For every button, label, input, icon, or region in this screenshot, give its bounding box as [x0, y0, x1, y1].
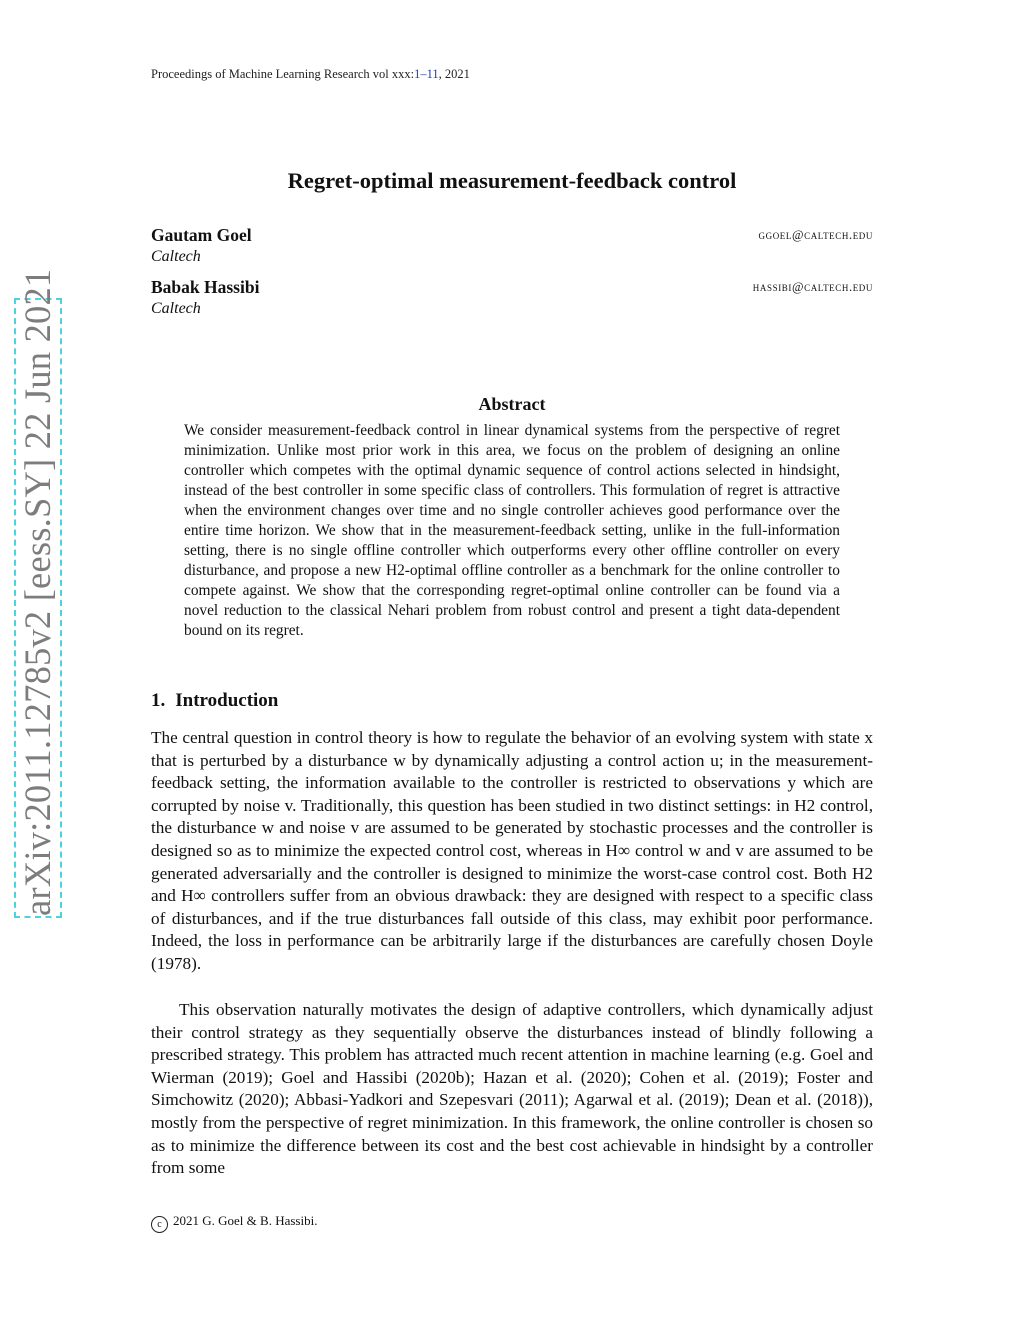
- header-pages-link[interactable]: 1–11: [414, 67, 439, 81]
- header-year: , 2021: [438, 67, 470, 81]
- section-title: Introduction: [175, 690, 279, 711]
- author-block-1: [151, 225, 873, 266]
- author-block-2: [151, 277, 873, 318]
- copyright-text: 2021 G. Goel & B. Hassibi.: [173, 1213, 318, 1228]
- author-name: Babak Hassibi: [151, 277, 260, 297]
- paper-title: Regret-optimal measurement-feedback control: [287, 168, 737, 193]
- copyright-icon: c: [151, 1216, 168, 1233]
- intro-paragraph-2: This observation naturally motivates the design of adaptive controllers, which dynamically adjust their control strategy as they sequentially observe the disturbances instead of blindly following a prescribed strategy. This problem has attracted much recent attention in machine learning (e.g. Goel and Wierman (2019); Goel and Hassibi (2020b); Hazan et al. (2020); Cohen et al. (2019); Foster and Simchowitz (2020); Abbasi-Yadkori and Szepesvari (2011); Agarwal et al. (2019); Dean et al. (2018)), mostly from the perspective of regret minimization. In this framework, the online controller is chosen so as to minimize the difference between its cost and the best cost achievable in hindsight by a controller from some: [151, 1000, 873, 1178]
- running-header: [151, 67, 470, 82]
- author-email: ggoel@caltech.edu: [758, 228, 873, 242]
- header-prefix: Proceedings of Machine Learning Research vol xxx:: [151, 67, 415, 81]
- author-affiliation: Caltech: [151, 300, 201, 317]
- section-number: 1.: [151, 690, 166, 711]
- copyright-footer: [151, 1213, 317, 1233]
- abstract-text: We consider measurement-feedback control in linear dynamical systems from the perspective of regret minimization. Unlike most prior work in this area, we focus on the problem of designing an online controller which competes with the optimal dynamic sequence of control actions selected in hindsight, instead of the best controller in some specific class of controllers. This formulation of regret is attractive when the environment changes over time and no single controller achieves good performance over the entire time horizon. We show that in the measurement-feedback setting, unlike in the full-information setting, there is no single offline controller which outperforms every other offline controller on every disturbance, and propose a new H2-optimal offline controller as a benchmark for the online controller to compete against. We show that the corresponding regret-optimal online controller can be found via a novel reduction to the classical Nehari problem from robust control and present a tight data-dependent bound on its regret.: [184, 422, 840, 639]
- author-affiliation: Caltech: [151, 248, 201, 265]
- author-name: Gautam Goel: [151, 225, 252, 245]
- section-heading: [151, 690, 278, 712]
- author-email: hassibi@caltech.edu: [752, 280, 873, 294]
- intro-paragraph-1: The central question in control theory is how to regulate the behavior of an evolving system with state x that is perturbed by a disturbance w by dynamically adjusting a control action u; in the measurement-feedback setting, the information available to the controller is restricted to observations y which are corrupted by noise v. Traditionally, this question has been studied in two distinct settings: in H2 control, the disturbance w and noise v are assumed to be generated by stochastic processes and the controller is designed so as to minimize the expected control cost, whereas in H∞ control w and v are assumed to be generated adversarially and the controller is designed to minimize the worst-case control cost. Both H2 and H∞ controllers suffer from an obvious drawback: they are designed with respect to a specific class of disturbances, and if the true disturbances fall outside of this class, may exhibit poor performance. Indeed, the loss in performance can be arbitrarily large if the disturbances are carefully chosen Doyle (1978).: [151, 728, 873, 973]
- arxiv-stamp: arXiv:2011.12785v2 [eess.SY] 22 Jun 2021: [14, 298, 62, 918]
- abstract-heading: Abstract: [478, 394, 546, 414]
